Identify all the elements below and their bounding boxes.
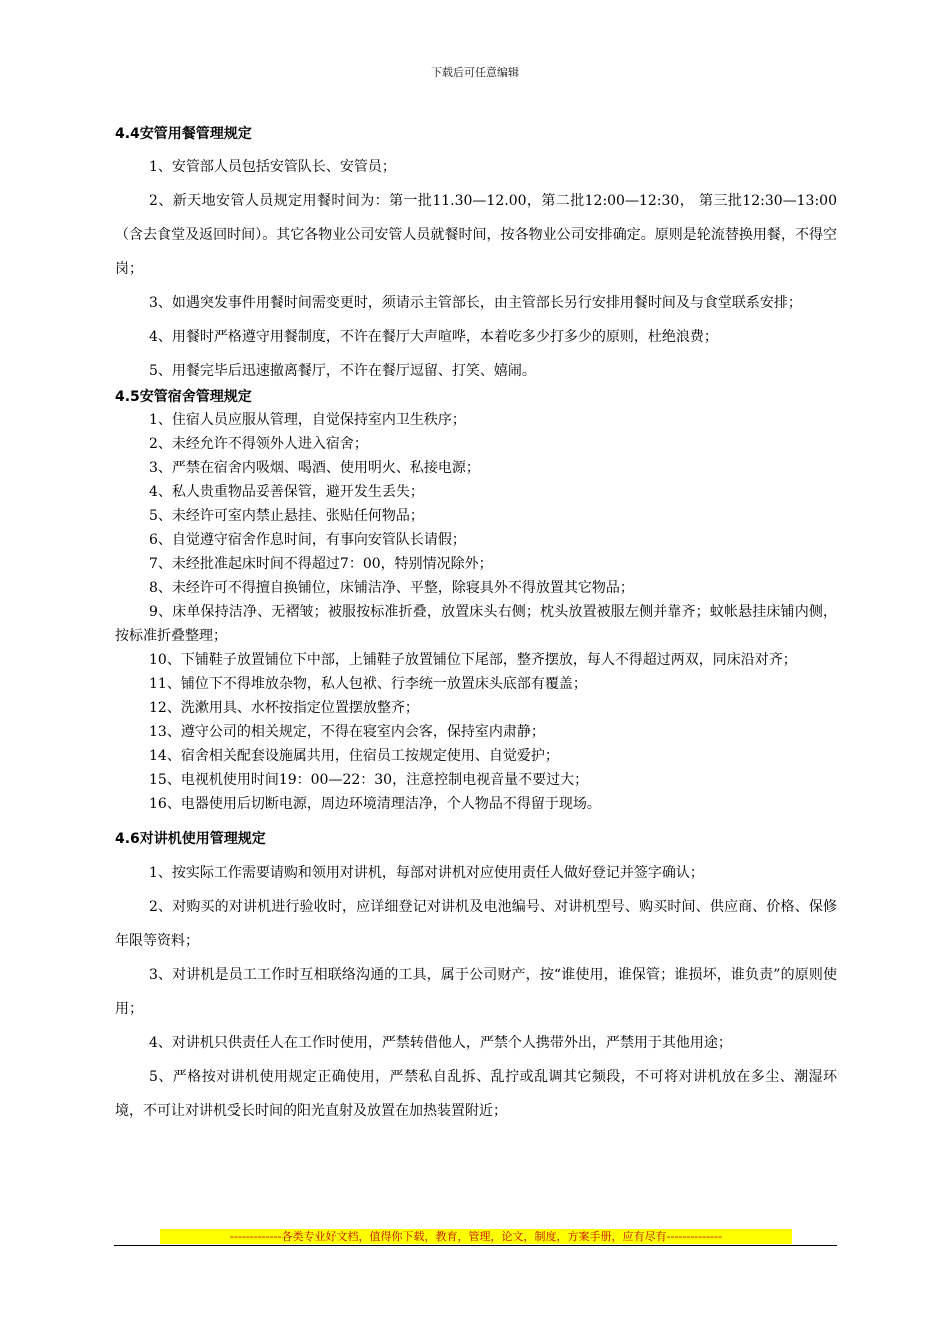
paragraph: 4、用餐时严格遵守用餐制度，不许在餐厅大声喧哗，本着吃多少打多少的原则，杜绝浪费； [149,329,718,345]
section-title: 4.6对讲机使用管理规定 [115,831,266,847]
list-item: 7、未经批准起床时间不得超过7：00，特别情况除外； [149,556,493,572]
paragraph: 1、安管部人员包括安管队长、安管员； [149,159,396,175]
list-item: 4、私人贵重物品妥善保管，避开发生丢失； [149,484,424,500]
section-4-4 [115,118,837,388]
section-4-5 [115,386,837,816]
section-title: 4.4安管用餐管理规定 [115,126,252,142]
paragraph: 3、对讲机是员工工作时互相联络沟通的工具，属于公司财产，按“谁使用，谁保管；谁损坏，谁负责”的原则使用； [115,967,837,1017]
paragraph: 2、对购买的对讲机进行验收时，应详细登记对讲机及电池编号、对讲机型号、购买时间、供应商、价格、保修年限等资料； [115,899,837,949]
paragraph: 3、如遇突发事件用餐时间需变更时，须请示主管部长，由主管部长另行安排用餐时间及与食堂联系安排； [149,295,802,311]
footer-divider [114,1245,837,1246]
paragraph: 5、严格按对讲机使用规定正确使用，严禁私自乱拆、乱拧或乱调其它频段，不可将对讲机放在多尘、潮湿环境，不可让对讲机受长时间的阳光直射及放置在加热装置附近； [115,1069,837,1119]
list-item: 8、未经许可不得擅自换铺位，床铺洁净、平整，除寝具外不得放置其它物品； [149,580,634,596]
list-item: 9、床单保持洁净、无褶皱；被服按标准折叠，放置床头右侧；枕头放置被服左侧并靠齐；蚊帐悬挂床铺内侧，按标准折叠整理； [115,604,837,644]
paragraph: 5、用餐完毕后迅速撤离餐厅，不许在餐厅逗留、打笑、嬉闹。 [149,363,536,379]
list-item: 16、电器使用后切断电源，周边环境清理洁净，个人物品不得留于现场。 [149,796,601,812]
list-item: 10、下铺鞋子放置铺位下中部，上铺鞋子放置铺位下尾部，整齐摆放，每人不得超过两双，同床沿对齐； [149,652,797,668]
list-item: 12、洗漱用具、水杯按指定位置摆放整齐； [149,700,419,716]
document-body [115,118,837,1128]
list-item: 13、遵守公司的相关规定，不得在寝室内会客，保持室内肃静； [149,724,545,740]
list-item: 1、住宿人员应服从管理，自觉保持室内卫生秩序； [149,412,466,428]
list-item: 14、宿舍相关配套设施属共用，住宿员工按规定使用、自觉爱护； [149,748,559,764]
paragraph: 1、按实际工作需要请购和领用对讲机，每部对讲机对应使用责任人做好登记并签字确认； [149,865,704,881]
paragraph: 2、新天地安管人员规定用餐时间为：第一批11.30—12.00，第二批12:00—12:30， 第三批12:30—13:00（含去食堂及返回时间）。其它各物业公司安管人员就餐时间，按各物业公司安排确定。原则是轮流替换用餐，不得空岗； [115,193,837,277]
section-title: 4.5安管宿舍管理规定 [115,389,252,405]
list-item: 15、电视机使用时间19：00—22：30，注意控制电视音量不要过大； [149,772,589,788]
list-item: 3、严禁在宿舍内吸烟、喝酒、使用明火、私接电源； [149,460,480,476]
list-item: 5、未经许可室内禁止悬挂、张贴任何物品； [149,508,424,524]
section-4-6 [115,822,837,1128]
list-item: 11、铺位下不得堆放杂物，私人包袱、行李统一放置床头底部有覆盖； [149,676,587,692]
page-header: 下载后可任意编辑 [431,66,519,79]
list-item: 2、未经允许不得领外人进入宿舍； [149,436,368,452]
list-item: 6、自觉遵守宿舍作息时间，有事向安管队长请假； [149,532,466,548]
paragraph: 4、对讲机只供责任人在工作时使用，严禁转借他人，严禁个人携带外出，严禁用于其他用途； [149,1035,732,1051]
footer-banner: -------------各类专业好文档，值得你下载，教育，管理，论文，制度，方案手册，应有尽有-------------- [160,1229,792,1244]
